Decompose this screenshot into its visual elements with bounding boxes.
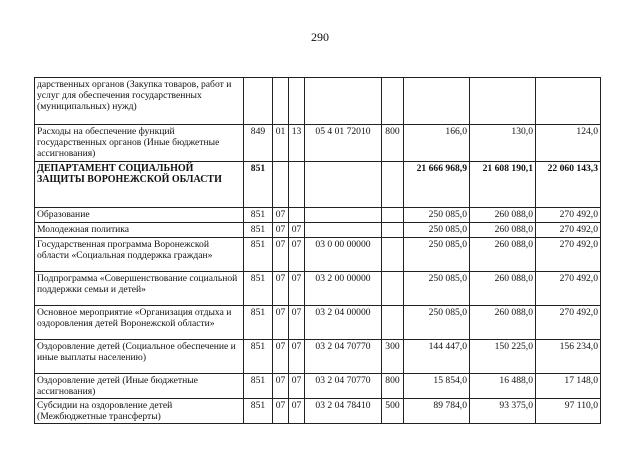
row-name: Государственная программа Воронежской области «Социальная поддержка граждан» (35, 237, 244, 271)
expense-type-code (382, 207, 404, 222)
grbs-code: 851 (244, 373, 273, 398)
budget-table (34, 77, 601, 424)
amount-year-1: 250 085,0 (404, 222, 470, 237)
amount-year-3: 270 492,0 (536, 237, 601, 271)
row-name: Подпрограмма «Совершенствование социальной поддержки семьи и детей» (35, 271, 244, 305)
grbs-code: 851 (244, 207, 273, 222)
grbs-code: 851 (244, 271, 273, 305)
section-code: 07 (273, 339, 289, 373)
section-code (273, 161, 289, 207)
target-article-code: 03 2 04 70770 (305, 339, 382, 373)
target-article-code: 03 2 04 00000 (305, 305, 382, 339)
amount-year-1: 144 447,0 (404, 339, 470, 373)
amount-year-1: 250 085,0 (404, 305, 470, 339)
amount-year-1: 250 085,0 (404, 271, 470, 305)
amount-year-3: 97 110,0 (536, 399, 601, 424)
amount-year-3: 270 492,0 (536, 222, 601, 237)
amount-year-1: 89 784,0 (404, 399, 470, 424)
table-row (35, 339, 601, 373)
section-code (273, 78, 289, 125)
grbs-code: 851 (244, 305, 273, 339)
section-code: 07 (273, 271, 289, 305)
expense-type-code (382, 271, 404, 305)
subsection-code: 07 (289, 271, 305, 305)
amount-year-3 (536, 78, 601, 125)
grbs-code (244, 78, 273, 125)
subsection-code: 07 (289, 339, 305, 373)
table-row (35, 78, 601, 125)
subsection-code: 07 (289, 373, 305, 398)
amount-year-2: 93 375,0 (470, 399, 536, 424)
row-name: ДЕПАРТАМЕНТ СОЦИАЛЬНОЙ ЗАЩИТЫ ВОРОНЕЖСКОЙ ОБЛАСТИ (35, 161, 244, 207)
table-row (35, 305, 601, 339)
row-name: Оздоровление детей (Социальное обеспечение и иные выплаты населению) (35, 339, 244, 373)
amount-year-2: 21 608 190,1 (470, 161, 536, 207)
amount-year-2: 260 088,0 (470, 207, 536, 222)
amount-year-3: 270 492,0 (536, 207, 601, 222)
row-name: Расходы на обеспечение функций государственных органов (Иные бюджетные ассигнования) (35, 125, 244, 162)
expense-type-code (382, 222, 404, 237)
row-name: Субсидии на оздоровление детей (Межбюджетные трансферты) (35, 399, 244, 424)
row-name: дарственных органов (Закупка товаров, работ и услуг для обеспечения государственных (муниципальных) нужд) (35, 78, 244, 125)
section-code: 07 (273, 207, 289, 222)
amount-year-1 (404, 78, 470, 125)
amount-year-1: 166,0 (404, 125, 470, 162)
expense-type-code (382, 237, 404, 271)
amount-year-2: 16 488,0 (470, 373, 536, 398)
grbs-code: 851 (244, 237, 273, 271)
amount-year-2: 150 225,0 (470, 339, 536, 373)
table-row (35, 399, 601, 424)
amount-year-2: 260 088,0 (470, 271, 536, 305)
section-code: 07 (273, 222, 289, 237)
section-code: 07 (273, 399, 289, 424)
subsection-code: 07 (289, 399, 305, 424)
grbs-code: 851 (244, 222, 273, 237)
table-row (35, 222, 601, 237)
amount-year-1: 250 085,0 (404, 237, 470, 271)
grbs-code: 851 (244, 399, 273, 424)
amount-year-2: 130,0 (470, 125, 536, 162)
target-article-code: 05 4 01 72010 (305, 125, 382, 162)
row-name: Молодежная политика (35, 222, 244, 237)
target-article-code: 03 0 00 00000 (305, 237, 382, 271)
section-code: 01 (273, 125, 289, 162)
table-row (35, 125, 601, 162)
row-name: Основное мероприятие «Организация отдыха и оздоровления детей Воронежской области» (35, 305, 244, 339)
target-article-code: 03 2 04 78410 (305, 399, 382, 424)
grbs-code: 851 (244, 161, 273, 207)
subsection-code (289, 207, 305, 222)
expense-type-code (382, 161, 404, 207)
amount-year-3: 270 492,0 (536, 271, 601, 305)
expense-type-code (382, 305, 404, 339)
target-article-code (305, 161, 382, 207)
amount-year-3: 270 492,0 (536, 305, 601, 339)
amount-year-2: 260 088,0 (470, 305, 536, 339)
subsection-code: 07 (289, 237, 305, 271)
amount-year-2: 260 088,0 (470, 222, 536, 237)
page-number: 290 (311, 30, 329, 44)
amount-year-3: 22 060 143,3 (536, 161, 601, 207)
section-code: 07 (273, 373, 289, 398)
grbs-code: 851 (244, 339, 273, 373)
subsection-code (289, 78, 305, 125)
table-row (35, 207, 601, 222)
section-code: 07 (273, 237, 289, 271)
amount-year-3: 17 148,0 (536, 373, 601, 398)
expense-type-code: 300 (382, 339, 404, 373)
target-article-code: 03 2 04 70770 (305, 373, 382, 398)
amount-year-2: 260 088,0 (470, 237, 536, 271)
amount-year-3: 156 234,0 (536, 339, 601, 373)
target-article-code (305, 222, 382, 237)
expense-type-code (382, 78, 404, 125)
table-row (35, 161, 601, 207)
amount-year-2 (470, 78, 536, 125)
table-row (35, 373, 601, 398)
subsection-code: 13 (289, 125, 305, 162)
row-name: Оздоровление детей (Иные бюджетные ассигнования) (35, 373, 244, 398)
target-article-code (305, 78, 382, 125)
row-name: Образование (35, 207, 244, 222)
expense-type-code: 800 (382, 373, 404, 398)
subsection-code: 07 (289, 222, 305, 237)
target-article-code (305, 207, 382, 222)
grbs-code: 849 (244, 125, 273, 162)
expense-type-code: 800 (382, 125, 404, 162)
subsection-code: 07 (289, 305, 305, 339)
amount-year-1: 21 666 968,9 (404, 161, 470, 207)
subsection-code (289, 161, 305, 207)
expense-type-code: 500 (382, 399, 404, 424)
amount-year-1: 15 854,0 (404, 373, 470, 398)
amount-year-3: 124,0 (536, 125, 601, 162)
section-code: 07 (273, 305, 289, 339)
target-article-code: 03 2 00 00000 (305, 271, 382, 305)
table-row (35, 237, 601, 271)
amount-year-1: 250 085,0 (404, 207, 470, 222)
table-row (35, 271, 601, 305)
